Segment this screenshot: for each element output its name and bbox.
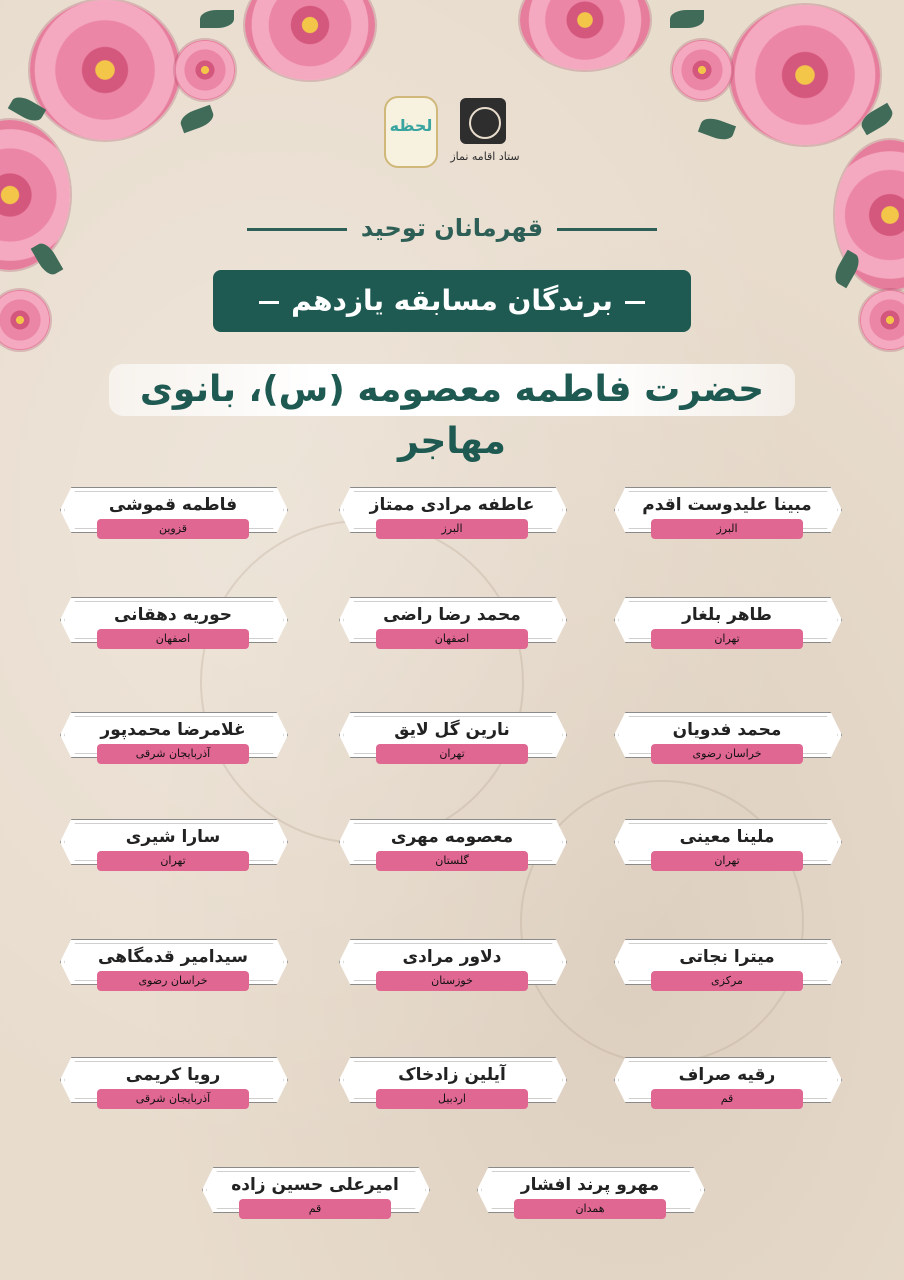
- province-badge: خوزستان: [376, 971, 528, 991]
- flower-decoration: [730, 5, 880, 145]
- lahze-logo-text: لحظه: [389, 116, 433, 135]
- winner-name: امیرعلی حسین زاده: [231, 1175, 399, 1195]
- province-badge: تهران: [376, 744, 528, 764]
- province-badge: قم: [651, 1089, 803, 1109]
- province-badge: خراسان رضوی: [97, 971, 249, 991]
- winner-name: سیدامیر قدمگاهی: [98, 947, 248, 967]
- winner-card: [60, 1057, 286, 1105]
- province-badge: مرکزی: [651, 971, 803, 991]
- winner-name: رویا کریمی: [125, 1065, 221, 1085]
- winner-card: [614, 487, 840, 535]
- winner-name: غلامرضا محمدپور: [100, 720, 246, 740]
- winner-name: رقیه صراف: [678, 1065, 776, 1085]
- winner-card: [614, 1057, 840, 1105]
- banner: [213, 270, 691, 332]
- flower-decoration: [245, 0, 375, 80]
- leaf-decoration: [698, 115, 736, 144]
- winner-name: مبینا علیدوست اقدم: [642, 495, 812, 515]
- winner-name: ملینا معینی: [679, 827, 775, 847]
- winner-card: [339, 939, 565, 987]
- winner-card: [477, 1167, 703, 1215]
- banner-text: برندگان مسابقه یازدهم: [291, 284, 613, 317]
- province-badge: اصفهان: [376, 629, 528, 649]
- winner-card: [60, 712, 286, 760]
- leaf-decoration: [670, 10, 704, 28]
- province-badge: تهران: [651, 851, 803, 871]
- province-badge: تهران: [651, 629, 803, 649]
- province-badge: آذربایجان شرقی: [97, 744, 249, 764]
- winner-name: محمد رضا راضی: [383, 605, 521, 625]
- winner-card: [614, 597, 840, 645]
- province-badge: همدان: [514, 1199, 666, 1219]
- winner-card: [339, 597, 565, 645]
- setad-logo-text: ستاد اقامه نماز: [450, 150, 520, 163]
- winner-card: [60, 819, 286, 867]
- province-badge: قزوین: [97, 519, 249, 539]
- winner-card: [60, 939, 286, 987]
- winner-card: [339, 712, 565, 760]
- winner-name: محمد فدویان: [672, 720, 782, 740]
- leaf-decoration: [200, 10, 234, 28]
- winner-card: [339, 1057, 565, 1105]
- lahze-logo: [384, 96, 438, 168]
- province-badge: آذربایجان شرقی: [97, 1089, 249, 1109]
- logos: [384, 96, 524, 176]
- leaf-decoration: [178, 105, 216, 134]
- kaaba-icon: [460, 98, 506, 144]
- winner-name: آیلین زادخاک: [398, 1065, 506, 1085]
- province-badge: اردبیل: [376, 1089, 528, 1109]
- province-badge: تهران: [97, 851, 249, 871]
- winner-name: مهرو پرند افشار: [520, 1175, 660, 1195]
- winner-card: [614, 819, 840, 867]
- province-badge: اصفهان: [97, 629, 249, 649]
- flower-decoration: [860, 290, 904, 350]
- flower-decoration: [0, 290, 50, 350]
- subtitle: قهرمانان توحید: [0, 214, 904, 242]
- winner-name: طاهر بلغار: [682, 605, 772, 625]
- winner-name: سارا شیری: [125, 827, 221, 847]
- flower-decoration: [30, 0, 180, 140]
- winner-card: [60, 597, 286, 645]
- winner-name: حوریه دهقانی: [113, 605, 233, 625]
- province-badge: قم: [239, 1199, 391, 1219]
- winner-card: [202, 1167, 428, 1215]
- province-badge: گلستان: [376, 851, 528, 871]
- winner-name: فاطمه قموشی: [108, 495, 238, 515]
- winner-card: [339, 487, 565, 535]
- page-title: حضرت فاطمه معصومه (س)، بانوی مهاجر: [109, 364, 795, 416]
- winner-name: عاطفه مرادی ممتاز: [369, 495, 535, 515]
- province-badge: البرز: [376, 519, 528, 539]
- winner-name: دلاور مرادی: [402, 947, 502, 967]
- winner-card: [614, 712, 840, 760]
- province-badge: خراسان رضوی: [651, 744, 803, 764]
- winner-card: [614, 939, 840, 987]
- winner-name: معصومه مهری: [390, 827, 514, 847]
- flower-decoration: [175, 40, 235, 100]
- winner-name: نارین گل لایق: [394, 720, 510, 740]
- flower-decoration: [672, 40, 732, 100]
- background-ornament: [200, 520, 524, 844]
- flower-decoration: [520, 0, 650, 70]
- winner-card: [339, 819, 565, 867]
- province-badge: البرز: [651, 519, 803, 539]
- winner-card: [60, 487, 286, 535]
- winner-name: میترا نجاتی: [679, 947, 775, 967]
